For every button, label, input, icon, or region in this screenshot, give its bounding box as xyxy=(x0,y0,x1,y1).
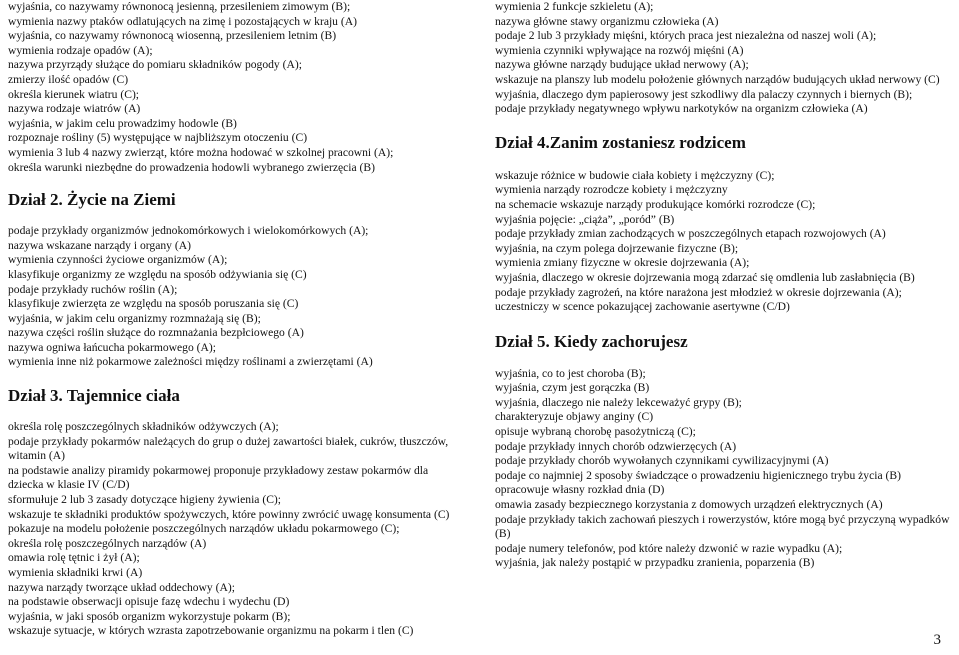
list-item: wymienia czynności życiowe organizmów (A); xyxy=(8,253,228,267)
list-item: podaje 2 lub 3 przykłady mięśni, których praca jest niezależna od naszej woli (A); xyxy=(495,29,877,43)
list-item: charakteryzuje objawy anginy (C) xyxy=(495,410,654,424)
section-3-list xyxy=(8,420,474,639)
list-item: nazywa wskazane narządy i organy (A) xyxy=(8,238,191,252)
list-item: (B) xyxy=(495,527,511,541)
list-item: określa rolę poszczególnych narządów (A) xyxy=(8,536,207,550)
list-item: opisuje wybraną chorobę pasożytniczą (C); xyxy=(495,425,696,439)
list-item: wyjaśnia, jak należy postąpić w przypadku zranienia, poparzenia (B) xyxy=(495,556,815,570)
list-item: nazywa części roślin służące do rozmnażania bezpłciowego (A) xyxy=(8,326,304,340)
list-item: pokazuje na modelu położenie poszczególnych narządów układu pokarmowego (C); xyxy=(8,522,400,536)
list-item: podaje przykłady innych chorób odzwierzęcych (A) xyxy=(495,439,737,453)
list-item: omawia rolę tętnic i żył (A); xyxy=(8,551,140,565)
list-item: wymienia narządy rozrodcze kobiety i mężczyzny xyxy=(495,183,728,197)
right-column xyxy=(495,0,957,571)
list-item: wyjaśnia, w jaki sposób organizm wykorzystuje pokarm (B); xyxy=(8,609,291,623)
list-item: sformułuje 2 lub 3 zasady dotyczące higieny żywienia (C); xyxy=(8,493,282,507)
list-item: podaje przykłady negatywnego wpływu narkotyków na organizm człowieka (A) xyxy=(495,102,868,116)
list-item: klasyfikuje organizmy ze względu na sposób odżywiania się (C) xyxy=(8,267,307,281)
list-item: podaje przykłady ruchów roślin (A); xyxy=(8,282,178,296)
list-item: wyjaśnia, w jakim celu prowadzimy hodowle (B) xyxy=(8,116,237,130)
list-item: na schemacie wskazuje narządy produkujące komórki rozrodcze (C); xyxy=(495,197,816,211)
list-item: opracowuje własny rozkład dnia (D) xyxy=(495,483,665,497)
list-item: klasyfikuje zwierzęta ze względu na sposób poruszania się (C) xyxy=(8,297,299,311)
list-item: dziecka w klasie IV (C/D) xyxy=(8,478,130,492)
list-item: wyjaśnia, co to jest choroba (B); xyxy=(495,366,646,380)
section-4-heading: Dział 4.Zanim zostaniesz rodzicem xyxy=(495,132,746,152)
list-item: wskazuje sytuacje, w których wzrasta zapotrzebowanie organizmu na pokarm i tlen (C) xyxy=(8,624,414,638)
list-item: podaje przykłady zmian zachodzących w poszczególnych etapach rozwojowych (A) xyxy=(495,227,886,241)
list-item: omawia zasady bezpiecznego korzystania z domowych urządzeń elektrycznych (A) xyxy=(495,498,883,512)
page-number: 3 xyxy=(933,632,941,648)
list-item: rozpoznaje rośliny (5) występujące w najbliższym otoczeniu (C) xyxy=(8,131,308,145)
list-item: wymienia rodzaje opadów (A); xyxy=(8,43,153,57)
list-item: nazywa ogniwa łańcucha pokarmowego (A); xyxy=(8,340,216,354)
list-item: wymienia czynniki wpływające na rozwój mięśni (A) xyxy=(495,43,744,57)
list-item: wyjaśnia, dlaczego w okresie dojrzewania mogą zdarzać się omdlenia lub zasłabnięcia (B) xyxy=(495,270,915,284)
list-item: podaje co najmniej 2 sposoby świadczące o prowadzeniu higienicznego trybu życia (B) xyxy=(495,468,901,482)
list-item: zmierzy ilość opadów (C) xyxy=(8,72,129,86)
list-item: wyjaśnia pojęcie: „ciąża”, „poród” (B) xyxy=(495,212,675,226)
list-item: podaje przykłady zagrożeń, na które narażona jest młodzież w okresie dojrzewania (A); xyxy=(495,285,902,299)
list-item: wyjaśnia, czym jest gorączka (B) xyxy=(495,381,650,395)
left-column xyxy=(8,0,474,639)
section-3-heading: Dział 3. Tajemnice ciała xyxy=(8,386,180,406)
list-item: wymienia składniki krwi (A) xyxy=(8,566,143,579)
section-5-list xyxy=(495,367,957,571)
list-item: podaje przykłady takich zachowań pieszych i rowerzystów, które mogą być przyczyną wypadków xyxy=(495,512,950,526)
section-4-list xyxy=(495,169,957,315)
list-item: wyjaśnia, dlaczego dym papierosowy jest szkodliwy dla palaczy czynnych i biernych (B); xyxy=(495,87,913,101)
list-item: nazywa rodzaje wiatrów (A) xyxy=(8,102,141,116)
list-item: podaje numery telefonów, pod które należy dzwonić w razie wypadku (A); xyxy=(495,541,843,555)
list-item: podaje przykłady pokarmów należących do grup o dużej zawartości białek, cukrów, tłuszczów, xyxy=(8,434,449,448)
list-item: wymienia inne niż pokarmowe zależności między roślinami a zwierzętami (A) xyxy=(8,355,373,369)
list-item: nazywa główne stawy organizmu człowieka (A) xyxy=(495,14,719,28)
list-item: wskazuje różnice w budowie ciała kobiety i mężczyzny (C); xyxy=(495,168,775,182)
right-intro-list xyxy=(495,0,957,117)
list-item: wymienia 2 funkcje szkieletu (A); xyxy=(495,0,654,13)
list-item: określa rolę poszczególnych składników odżywczych (A); xyxy=(8,420,279,434)
list-item: wymienia 3 lub 4 nazwy zwierząt, które można hodować w szkolnej pracowni (A); xyxy=(8,145,394,159)
list-item: określa warunki niezbędne do prowadzenia hodowli wybranego zwierzęcia (B) xyxy=(8,160,375,174)
list-item: określa kierunek wiatru (C); xyxy=(8,87,140,101)
section-2-list xyxy=(8,224,474,370)
list-item: nazywa przyrządy służące do pomiaru składników pogody (A); xyxy=(8,58,302,72)
list-item: witamin (A) xyxy=(8,449,65,463)
list-item: na podstawie obserwacji opisuje fazę wdechu i wydechu (D) xyxy=(8,595,290,609)
list-item: podaje przykłady organizmów jednokomórkowych i wielokomórkowych (A); xyxy=(8,224,369,238)
list-item: na podstawie analizy piramidy pokarmowej proponuje przykładowy zestaw pokarmów dla xyxy=(8,463,429,477)
section-2-heading: Dział 2. Życie na Ziemi xyxy=(8,190,176,210)
section-5-heading: Dział 5. Kiedy zachorujesz xyxy=(495,331,688,351)
list-item: wymienia nazwy ptaków odlatujących na zimę i pozostających w kraju (A) xyxy=(8,14,357,28)
list-item: wyjaśnia, co nazywamy równonocą jesienną, przesileniem zimowym (B); xyxy=(8,0,351,13)
list-item: uczestniczy w scence pokazującej zachowanie asertywne (C/D) xyxy=(495,300,790,314)
list-item: nazywa narządy tworzące układ oddechowy (A); xyxy=(8,580,235,594)
list-item: wyjaśnia, w jakim celu organizmy rozmnażają się (B); xyxy=(8,311,261,325)
list-item: wyjaśnia, co nazywamy równonocą wiosenną, przesileniem letnim (B) xyxy=(8,29,337,43)
left-intro-list xyxy=(8,0,474,175)
list-item: wskazuje na planszy lub modelu położenie głównych narządów budujących układ nerwowy (C) xyxy=(495,72,940,86)
list-item: wymienia zmiany fizyczne w okresie dojrzewania (A); xyxy=(495,256,750,270)
list-item: wyjaśnia, dlaczego nie należy lekceważyć grypy (B); xyxy=(495,395,742,409)
list-item: wyjaśnia, na czym polega dojrzewanie fizyczne (B); xyxy=(495,241,739,255)
list-item: podaje przykłady chorób wywołanych czynnikami cywilizacyjnymi (A) xyxy=(495,454,829,468)
list-item: nazywa główne narządy budujące układ nerwowy (A); xyxy=(495,58,749,72)
list-item: wskazuje te składniki produktów spożywczych, które powinny zwrócić uwagę konsumenta (C) xyxy=(8,507,450,521)
